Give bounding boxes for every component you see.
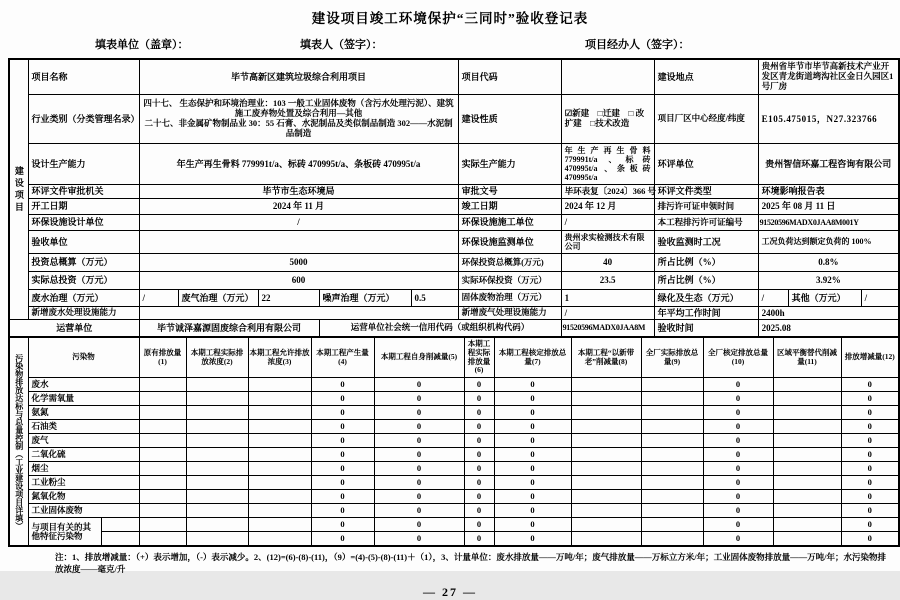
pollutant-value: [139, 476, 186, 490]
pollutant-value: [773, 490, 841, 504]
pollutant-value: 0: [311, 406, 374, 420]
wastegas-label: 废气治理（万元）: [178, 290, 258, 307]
actual-invest-value: 600: [139, 272, 458, 290]
handler-label: 项目经办人（签字）：: [585, 39, 690, 51]
pollutant-col-header: 本期工程核定排放总量(7): [494, 338, 571, 378]
pollutant-value: 0: [841, 378, 899, 392]
nature-label: 建设性质: [458, 95, 561, 144]
pollutant-value: 0: [841, 504, 899, 518]
pollutant-value: [773, 392, 841, 406]
coords-value: E105.475015，N27.323766: [758, 95, 899, 144]
project-code-label: 项目代码: [458, 59, 561, 95]
pollutant-value: 0: [374, 392, 464, 406]
other-value: /: [861, 290, 899, 307]
pollutant-value: [139, 378, 186, 392]
pollutant-value: 0: [311, 490, 374, 504]
wastegas-value: 22: [258, 290, 319, 307]
pollutant-value: [773, 420, 841, 434]
pollutant-value: 0: [494, 406, 571, 420]
pollutant-value: [248, 392, 311, 406]
pollutant-name: 工业粉尘: [28, 476, 139, 490]
pollutant-value: [773, 434, 841, 448]
pollutant-value: 0: [311, 378, 374, 392]
section-construction-project: 建设项目: [9, 59, 28, 320]
pollutant-value: 0: [841, 532, 899, 547]
credit-code-label: 运营单位社会统一信用代码（或组织机构代码）: [319, 320, 561, 338]
industry-value: [139, 95, 458, 144]
pollutant-value: [139, 490, 186, 504]
pollutant-value: [773, 462, 841, 476]
pollutant-value: [186, 448, 248, 462]
pollutant-value: [248, 490, 311, 504]
pollutant-value: [571, 448, 641, 462]
pollutant-value: [186, 406, 248, 420]
pollutant-value: [186, 392, 248, 406]
project-code-value: [561, 59, 654, 95]
pollutant-value: 0: [494, 434, 571, 448]
pollutant-value: 0: [464, 518, 494, 532]
pollutant-value: 0: [374, 518, 464, 532]
pollutant-value: 0: [703, 462, 773, 476]
new-wastewater-label: 新增废水处理设施能力: [28, 307, 139, 320]
approval-doc-label: 审批文号: [458, 185, 561, 199]
pollutant-col-header: 本期工程自身削减量(5): [374, 338, 464, 378]
coords-label: 项目厂区中心经度/纬度: [654, 95, 758, 144]
pollutant-value: [248, 504, 311, 518]
pollutant-value: [571, 392, 641, 406]
operator-label: 运营单位: [9, 320, 139, 338]
industry-label: 行业类别（分类管理名录）: [28, 95, 139, 144]
pollutant-header-row: [9, 338, 899, 378]
new-wastegas-label: 新增废气处理设施能力: [458, 307, 561, 320]
condition-value: 工况负荷达到额定负荷的 100%: [758, 231, 899, 254]
pollutant-col-header: 本期工程实际排放浓度(2): [186, 338, 248, 378]
actual-capacity-label: 实际生产能力: [458, 144, 561, 185]
pollutant-value: [186, 420, 248, 434]
project-info-table: [8, 58, 900, 338]
pollutant-value: [186, 378, 248, 392]
pollutant-value: [773, 476, 841, 490]
pollutant-value: 0: [464, 476, 494, 490]
credit-code-value: 91520596MADX0JAA8M: [561, 320, 654, 338]
pollutant-value: 0: [374, 420, 464, 434]
pollutant-value: [248, 378, 311, 392]
pollutant-value: [139, 406, 186, 420]
pollutant-value: [641, 490, 703, 504]
permit-date-value: 2025 年 08 月 11 日: [758, 199, 899, 215]
pollutant-value: 0: [494, 448, 571, 462]
industry-line2: 二十七、非金属矿物制品业 30：55 石膏、水泥制品及类似制品制造 302——水泥制品制造: [144, 118, 453, 138]
pollutant-value: [773, 532, 841, 547]
pollutant-row: [9, 448, 899, 462]
actual-env-invest-label: 实际环保投资（万元）: [458, 272, 561, 290]
pollutant-name: 烟尘: [28, 462, 139, 476]
pollutant-value: [571, 406, 641, 420]
pollutant-value: [571, 518, 641, 532]
permit-date-label: 排污许可证申领时间: [654, 199, 758, 215]
permit-no-label: 本工程排污许可证编号: [654, 215, 758, 231]
pollutant-col-header: 区域平衡替代削减量(11): [773, 338, 841, 378]
pollutant-value: [571, 378, 641, 392]
pollutant-value: 0: [311, 420, 374, 434]
pollutant-value: [248, 434, 311, 448]
eia-unit-label: 环评单位: [654, 144, 758, 185]
construct-unit-value: /: [561, 215, 654, 231]
pollutant-value: 0: [311, 532, 374, 547]
pollutant-value: [248, 406, 311, 420]
nature-checkboxes: ☑新建 □迁建 □ 改扩建 □技术改造: [561, 95, 654, 144]
pollutant-value: [186, 504, 248, 518]
design-capacity-value: 年生产再生骨料 779991t/a、标砖 470995t/a、条板砖 470995t/a: [139, 144, 458, 185]
eia-unit-value: 贵州智信环嘉工程咨询有限公司: [758, 144, 899, 185]
start-date-value: 2024 年 11 月: [139, 199, 458, 215]
pollutant-col-header: 全厂核定排放总量(10): [703, 338, 773, 378]
pollutant-value: 0: [841, 406, 899, 420]
env-budget-value: 40: [561, 254, 654, 272]
pollutant-value: [641, 462, 703, 476]
pollutant-col-header: 本期工程“以新带老”削减量(8): [571, 338, 641, 378]
accept-unit-value: [139, 231, 458, 254]
pollutant-row: [9, 462, 899, 476]
pollutant-value: [186, 476, 248, 490]
pollutant-name: 废水: [28, 378, 139, 392]
location-value: 贵州省毕节市毕节高新技术产业开发区青龙街道塆沟社区金日久园区1号厂房: [758, 59, 899, 95]
pollutant-row: [9, 434, 899, 448]
pollutant-value: 0: [841, 392, 899, 406]
wastewater-label: 废水治理（万元）: [28, 290, 139, 307]
pollutant-value: [139, 532, 186, 547]
pollutant-value: 0: [464, 378, 494, 392]
pollutant-row: [9, 420, 899, 434]
pollutant-col-header: 本期工程产生量(4): [311, 338, 374, 378]
pollutant-value: 0: [841, 434, 899, 448]
noise-label: 噪声治理（万元）: [319, 290, 411, 307]
pollutant-value: 0: [703, 392, 773, 406]
pollutant-value: 0: [494, 490, 571, 504]
actual-invest-label: 实际总投资（万元）: [28, 272, 139, 290]
pollutant-value: 0: [374, 462, 464, 476]
pollutant-table: [8, 337, 900, 547]
pollutant-col-header: 原有排放量(1): [139, 338, 186, 378]
pollutant-value: 0: [374, 532, 464, 547]
pollutant-name: 化学需氧量: [28, 392, 139, 406]
pollutant-value: [641, 392, 703, 406]
pollutant-value: 0: [841, 420, 899, 434]
pollutant-value: 0: [464, 434, 494, 448]
fill-person-label: 填表人（签字）：: [300, 39, 383, 51]
pollutant-value: [641, 448, 703, 462]
eia-type-label: 环评文件类型: [654, 185, 758, 199]
pollutant-value: [248, 462, 311, 476]
pollutant-value: [186, 490, 248, 504]
budget-value: 5000: [139, 254, 458, 272]
ratio2-label: 所占比例（%）: [654, 272, 758, 290]
pollutant-name: 二氧化硫: [28, 448, 139, 462]
pollutant-value: [773, 406, 841, 420]
pollutant-value: 0: [494, 504, 571, 518]
green-label: 绿化及生态（万元）: [654, 290, 758, 307]
pollutant-value: [571, 462, 641, 476]
pollutant-value: 0: [374, 476, 464, 490]
pollutant-other-row: [9, 518, 899, 532]
solid-value: 1: [561, 290, 654, 307]
ratio2-value: 3.92%: [758, 272, 899, 290]
pollutant-value: [641, 532, 703, 547]
pollutant-value: 0: [374, 378, 464, 392]
pollutant-value: [248, 448, 311, 462]
pollutant-value: [773, 504, 841, 518]
pollutant-value: 0: [311, 476, 374, 490]
work-time-label: 年平均工作时间: [654, 307, 758, 320]
pollutant-value: 0: [311, 518, 374, 532]
pollutant-value: [139, 462, 186, 476]
other-label: 其他（万元）: [788, 290, 861, 307]
pollutant-col-header: 本期工程允许排放浓度(3): [248, 338, 311, 378]
pollutant-value: [139, 392, 186, 406]
pollutant-value: 0: [703, 518, 773, 532]
pollutant-value: [571, 476, 641, 490]
wastewater-value: /: [139, 290, 178, 307]
pollutant-value: [248, 518, 311, 532]
pollutant-value: [186, 434, 248, 448]
pollutant-value: 0: [374, 434, 464, 448]
pollutant-value: [571, 420, 641, 434]
pollutant-value: [186, 518, 248, 532]
approval-org-value: 毕节市生态环境局: [139, 185, 458, 199]
pollutant-value: 0: [464, 532, 494, 547]
pollutant-value: [571, 532, 641, 547]
pollutant-value: 0: [311, 392, 374, 406]
pollutant-value: 0: [494, 518, 571, 532]
section-pollution-control: 污染物排放达标与总量控制（工业建设项目详填）: [9, 338, 28, 547]
pollutant-col-header: 全厂实际排放总量(9): [641, 338, 703, 378]
eia-type-value: 环境影响报告表: [758, 185, 899, 199]
pollutant-other-label: 与项目有关的其他特征污染物: [28, 518, 101, 547]
monitor-unit-value: 贵州求实检测技术有限公司: [561, 231, 654, 254]
pollutant-value: 0: [703, 434, 773, 448]
permit-no-value: 91520596MADX0JAA8M001Y: [758, 215, 899, 231]
pollutant-value: 0: [703, 476, 773, 490]
pollutant-value: 0: [703, 378, 773, 392]
pollutant-value: [773, 448, 841, 462]
pollutant-value: [248, 476, 311, 490]
pollutant-row: [9, 490, 899, 504]
pollutant-row: [9, 406, 899, 420]
pollutant-value: 0: [374, 504, 464, 518]
pollutant-value: 0: [841, 490, 899, 504]
pollutant-value: 0: [494, 462, 571, 476]
pollutant-value: [139, 420, 186, 434]
work-time-value: 2400h: [758, 307, 899, 320]
ratio1-label: 所占比例（%）: [654, 254, 758, 272]
pollutant-value: [139, 518, 186, 532]
pollutant-value: [641, 406, 703, 420]
pollutant-value: 0: [494, 392, 571, 406]
pollutant-value: 0: [374, 406, 464, 420]
pollutant-value: [248, 420, 311, 434]
pollutant-value: [641, 378, 703, 392]
new-wastegas-value: /: [561, 307, 654, 320]
budget-label: 投资总概算（万元）: [28, 254, 139, 272]
pollutant-value: [641, 420, 703, 434]
approval-org-label: 环评文件审批机关: [28, 185, 139, 199]
pollutant-value: [186, 532, 248, 547]
pollutant-value: 0: [464, 406, 494, 420]
pollutant-value: 0: [703, 420, 773, 434]
project-name-label: 项目名称: [28, 59, 139, 95]
pollutant-col-header: 污染物: [28, 338, 139, 378]
pollutant-value: 0: [374, 448, 464, 462]
actual-env-invest-value: 23.5: [561, 272, 654, 290]
accept-time-value: 2025.08: [758, 320, 899, 338]
pollutant-value: 0: [494, 532, 571, 547]
green-value: /: [758, 290, 788, 307]
pollutant-value: 0: [841, 462, 899, 476]
pollutant-value: 0: [311, 504, 374, 518]
pollutant-value: [641, 434, 703, 448]
pollutant-name: 氮氧化物: [28, 490, 139, 504]
project-name-value: 毕节高新区建筑垃圾综合利用项目: [139, 59, 458, 95]
pollutant-value: 0: [464, 448, 494, 462]
pollutant-name: 废气: [28, 434, 139, 448]
pollutant-name: 氨氮: [28, 406, 139, 420]
pollutant-value: 0: [311, 462, 374, 476]
pollutant-value: [139, 448, 186, 462]
pollutant-row: [9, 476, 899, 490]
pollutant-name: 工业固体废物: [28, 504, 139, 518]
construct-unit-label: 环保设施施工单位: [458, 215, 561, 231]
noise-value: 0.5: [411, 290, 458, 307]
pollutant-row: [9, 504, 899, 518]
pollutant-value: 0: [841, 476, 899, 490]
operator-value: 毕节诚泽嘉源固废综合利用有限公司: [139, 320, 319, 338]
pollutant-value: 0: [464, 504, 494, 518]
solid-label: 固体废物治理（万元）: [458, 290, 561, 307]
pollutant-value: [186, 462, 248, 476]
pollutant-value: 0: [703, 406, 773, 420]
pollutant-value: 0: [311, 434, 374, 448]
pollutant-value: 0: [703, 490, 773, 504]
pollutant-value: 0: [494, 420, 571, 434]
pollutant-row: [9, 378, 899, 392]
industry-line1: 四十七、 生态保护和环境治理业：103 一般工业固体废物（含污水处理污泥）、建筑施工废弃物处置及综合利用—其他: [143, 98, 454, 119]
start-date-label: 开工日期: [28, 199, 139, 215]
new-wastewater-value: [139, 307, 458, 320]
finish-date-value: 2024 年 12 月: [561, 199, 654, 215]
accept-time-label: 验收时间: [654, 320, 758, 338]
pollutant-value: 0: [703, 448, 773, 462]
accept-unit-label: 验收单位: [28, 231, 139, 254]
form-title: 建设项目竣工环境保护“三同时”验收登记表: [311, 11, 589, 26]
pollutant-value: 0: [464, 392, 494, 406]
pollutant-value: 0: [494, 476, 571, 490]
pollutant-value: 0: [464, 490, 494, 504]
pollutant-value: [571, 434, 641, 448]
pollutant-row: [9, 392, 899, 406]
pollutant-value: 0: [703, 504, 773, 518]
signature-row: [0, 36, 900, 58]
pollutant-value: [248, 532, 311, 547]
footnote: 注：1、排放增减量：（+）表示增加，（-）表示减少。2、(12)=(6)-(8)-(11)，（9）=(4)-(5)-(8)-(11)＋（1），3、计量单位：废水排放量——万吨/年；废气排放量——万标立方米/年；工业固体废物排放量——万吨/年；水污染物排放浓度——毫克/升: [55, 552, 886, 575]
fill-unit-label: 填表单位（盖章）：: [95, 39, 189, 51]
condition-label: 验收监测时工况: [654, 231, 758, 254]
pollutant-value: 0: [703, 532, 773, 547]
design-unit-label: 环保设施设计单位: [28, 215, 139, 231]
pollutant-value: [139, 504, 186, 518]
actual-capacity-value: 年生产再生骨料779991t/a 、标砖470995t/a 、条板砖470995t/a: [561, 144, 654, 185]
monitor-unit-label: 环保设施监测单位: [458, 231, 561, 254]
location-label: 建设地点: [654, 59, 758, 95]
pollutant-value: 0: [311, 448, 374, 462]
pollutant-other-name: [101, 532, 139, 547]
pollutant-name: 石油类: [28, 420, 139, 434]
design-unit-value: /: [139, 215, 458, 231]
approval-doc-value: 毕环表复〔2024〕366 号: [561, 185, 654, 199]
pollutant-value: [773, 518, 841, 532]
pollutant-value: [571, 490, 641, 504]
pollutant-value: [641, 504, 703, 518]
pollutant-col-header: 排放增减量(12): [841, 338, 899, 378]
pollutant-value: 0: [464, 420, 494, 434]
pollutant-other-row: [9, 532, 899, 547]
pollutant-value: 0: [494, 378, 571, 392]
pollutant-value: [773, 378, 841, 392]
pollutant-value: [571, 504, 641, 518]
pollutant-other-name: [101, 518, 139, 532]
pollutant-value: 0: [841, 518, 899, 532]
finish-date-label: 竣工日期: [458, 199, 561, 215]
page-number: — 27 —: [423, 584, 477, 599]
pollutant-value: [641, 476, 703, 490]
pollutant-value: 0: [374, 490, 464, 504]
env-budget-label: 环保投资总概算(万元): [458, 254, 561, 272]
pollutant-value: [139, 434, 186, 448]
pollutant-col-header: 本期工程实际排放量(6): [464, 338, 494, 378]
pollutant-value: 0: [841, 448, 899, 462]
design-capacity-label: 设计生产能力: [28, 144, 139, 185]
pollutant-value: 0: [464, 462, 494, 476]
ratio1-value: 0.8%: [758, 254, 899, 272]
pollutant-value: [641, 518, 703, 532]
